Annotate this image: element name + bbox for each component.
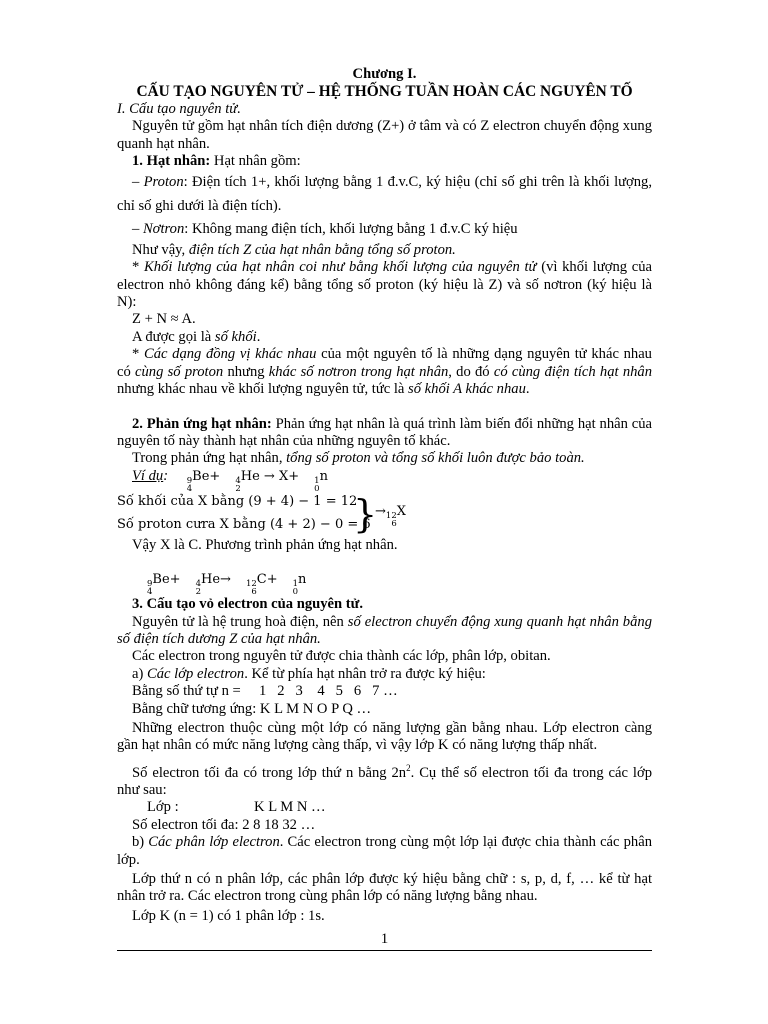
paragraph: Lớp thứ n có n phân lớp, các phân lớp được ký hiệu bằng chữ : s, p, d, f, … kể từ hạt nhân trở ra. Các electron trong cùng phân lớp có năng lượng bằng nhau. <box>117 871 652 905</box>
paragraph <box>117 614 652 649</box>
paragraph <box>117 450 652 467</box>
text: , do đó <box>448 363 494 380</box>
text: . Kể từ phía hạt nhân trở ra được ký hiệu: <box>244 665 486 682</box>
emphasis: khác số nơtron trong hạt nhân <box>268 363 449 380</box>
nuclide-indices <box>278 580 298 596</box>
atomic-number: 6 <box>391 518 397 529</box>
element-symbol: X <box>396 503 406 519</box>
atomic-number: 4 <box>147 587 153 598</box>
text: : Điện tích 1+, khối lượng bằng 1 đ.v.C, ký hiệu (chỉ số ghi trên là khối lượng, chỉ số ghi dưới là điện tích). <box>117 174 652 215</box>
example-line <box>117 468 652 493</box>
text: * <box>132 259 145 276</box>
atomic-number: 6 <box>251 587 257 598</box>
spacer <box>117 399 652 416</box>
nuclide-indices <box>231 580 257 596</box>
text: Trong phản ứng hạt nhân, <box>132 450 287 467</box>
text: – <box>132 221 143 238</box>
text: Số electron tối đa có trong lớp thứ n bằng 2n <box>132 764 407 781</box>
text: Nguyên tử là hệ trung hoà điện, nên <box>132 613 348 630</box>
layer-numbers: 1 2 3 4 5 6 7 … <box>259 683 398 700</box>
element-symbol: He <box>201 572 221 588</box>
element-symbol: He <box>240 468 260 484</box>
paragraph: Nguyên tử gồm hạt nhân tích điện dương (Z+) ở tâm và có Z electron chuyển động xung quanh hạt nhân. <box>117 118 652 152</box>
text: b) <box>132 834 149 851</box>
atomic-number: 2 <box>195 587 201 598</box>
paragraph: Vậy X là C. Phương trình phản ứng hạt nhân. <box>132 536 398 553</box>
paragraph <box>117 259 652 311</box>
subsection-heading: 2. Phản ứng hạt nhân: <box>132 415 272 432</box>
paragraph <box>117 329 652 346</box>
text: nhưng <box>223 363 269 380</box>
chapter-title: Chương I. <box>352 66 417 82</box>
text: a) <box>132 665 147 682</box>
paragraph <box>117 683 652 700</box>
paragraph <box>117 153 652 170</box>
section-heading: I. Cấu tạo nguyên tử. <box>117 100 241 117</box>
emphasis: tổng số proton và tổng số khối luôn được bảo toàn. <box>286 450 585 467</box>
calculation-block <box>117 493 652 537</box>
mass-number: 1 <box>314 475 320 486</box>
text: : <box>163 467 169 484</box>
paragraph <box>117 346 652 398</box>
nuclide-indices <box>386 512 397 528</box>
term: Nơtron <box>142 221 185 238</box>
emphasis: Các lớp electron <box>147 665 245 682</box>
text: Hạt nhân gồm: <box>210 153 301 170</box>
atomic-number: 0 <box>314 483 320 494</box>
text: : Không mang điện tích, khối lượng bằng 1 đ.v.C ký hiệu <box>184 221 518 238</box>
paragraph: Các electron trong nguyên tử được chia thành các lớp, phân lớp, obitan. <box>132 648 551 665</box>
spacer <box>117 554 652 571</box>
text: Như vậy, <box>132 241 189 258</box>
text: nhưng khác nhau về khối lượng nguyên tử, tức là <box>117 381 409 398</box>
paragraph: Bằng chữ tương ứng: K L M N O P Q … <box>132 700 372 717</box>
text: Phản ứng hạt nhân là quá trình làm biến đổi những hạt nhân của nguyên tố này thành hạt nhân của những nguyên tố khác. <box>117 415 652 449</box>
atomic-number: 4 <box>186 483 193 494</box>
paragraph <box>117 760 652 800</box>
reaction-equation: 9 4 Be+ 4 2 He → X+ 1 0 n <box>172 469 328 484</box>
text: * <box>132 346 144 363</box>
element-symbol: n <box>319 468 328 484</box>
mass-number: 1 <box>292 579 299 590</box>
nuclide-indices <box>132 580 152 596</box>
text: (vì khối lượng của electron nhỏ không đáng kể) bằng tổng số proton (ký hiệu là Z) và số nơtron (ký hiệu là N): <box>117 259 653 311</box>
paragraph <box>117 666 652 683</box>
paragraph <box>117 834 652 869</box>
emphasis: có cùng điện tích hạt nhân <box>493 363 653 380</box>
element-symbol: C <box>256 572 267 588</box>
mass-number: 9 <box>147 579 153 590</box>
text: – <box>132 174 144 191</box>
reaction-equation: 9 4 Be+ 4 2 He→ 12 6 C+ 1 0 n <box>117 571 652 596</box>
text: . <box>525 381 530 398</box>
example-label: Ví dụ <box>132 467 164 484</box>
text: Bằng số thứ tự n = <box>132 683 241 700</box>
arrow-icon: → <box>263 468 275 484</box>
page-number: 1 <box>380 931 389 947</box>
calculation-line: Số khối của X bằng (9 + 4) − 1 = 12 <box>117 493 358 509</box>
paragraph: Lớp K (n = 1) có 1 phân lớp : 1s. <box>132 907 325 924</box>
paragraph: Những electron thuộc cùng một lớp có năng lượng gần bằng nhau. Lớp electron càng gần hạt nhân có mức năng lượng càng thấp, vì vậy lớp K có năng lượng thấp nhất. <box>117 719 652 754</box>
element-symbol: Be <box>152 572 170 588</box>
arrow-icon: → <box>220 572 231 588</box>
emphasis: Khối lượng của hạt nhân coi như bằng khối lượng của nguyên tử <box>144 259 537 276</box>
paragraph <box>117 221 652 238</box>
paragraph <box>117 170 652 218</box>
text: của một nguyên tố là những dạng nguyên tử khác nhau có <box>117 346 652 380</box>
text: . Các electron trong cùng một lớp lại được chia thành các phân lớp. <box>117 834 653 868</box>
page-content <box>117 66 652 925</box>
emphasis: số khối <box>214 328 257 345</box>
mass-number: 4 <box>195 579 201 590</box>
nuclide-indices <box>172 477 192 493</box>
atomic-number: 2 <box>235 483 241 494</box>
subsection-heading: 1. Hạt nhân: <box>132 153 211 170</box>
term: Proton <box>143 174 184 191</box>
emphasis: Các dạng đồng vị khác nhau <box>143 346 317 363</box>
mass-number: 12 <box>245 579 257 590</box>
text: A được gọi là <box>132 328 215 345</box>
element-symbol: Be <box>192 468 210 484</box>
text: Lớp : <box>147 799 179 816</box>
footer-divider <box>117 950 652 951</box>
arrow-icon: → <box>375 503 386 519</box>
nuclide-indices <box>181 580 201 596</box>
page-title: CẤU TẠO NGUYÊN TỬ – HỆ THỐNG TUẦN HOÀN CÁC NGUYÊN TỐ <box>136 83 633 101</box>
atomic-number: 0 <box>292 587 299 598</box>
text: . <box>256 328 261 345</box>
superscript: 2 <box>406 762 411 773</box>
calculation-line: Số proton cưra X bằng (4 + 2) − 0 = 6 <box>117 516 371 532</box>
emphasis: số khối A khác nhau <box>408 381 526 398</box>
mass-number: 12 <box>385 510 397 521</box>
element-symbol: X <box>278 468 289 484</box>
paragraph <box>117 242 652 259</box>
paragraph: Số electron tối đa: 2 8 18 32 … <box>132 816 316 833</box>
emphasis: Các phân lớp electron <box>148 834 280 851</box>
emphasis: cùng số proton <box>135 363 224 380</box>
layer-letters: K L M N … <box>254 799 326 816</box>
brace-icon: } <box>353 491 378 536</box>
nuclide-indices <box>299 477 319 493</box>
mass-number: 4 <box>235 475 241 486</box>
element-symbol: n <box>298 572 307 588</box>
emphasis: số electron chuyển động xung quanh hạt nhân bằng số điện tích dương Z của hạt nhân. <box>117 613 652 647</box>
paragraph <box>117 416 652 451</box>
text: . Cụ thể số electron tối đa trong các lớp như sau: <box>117 764 652 799</box>
subsection-heading: 3. Cấu tạo vỏ electron của nguyên tử. <box>132 596 364 613</box>
nuclide-indices <box>220 477 240 493</box>
calculation-result <box>375 503 406 528</box>
mass-number: 9 <box>186 475 193 486</box>
paragraph <box>117 799 652 816</box>
emphasis: điện tích Z của hạt nhân bằng tổng số proton. <box>188 241 456 258</box>
formula: Z + N ≈ A. <box>132 311 196 328</box>
